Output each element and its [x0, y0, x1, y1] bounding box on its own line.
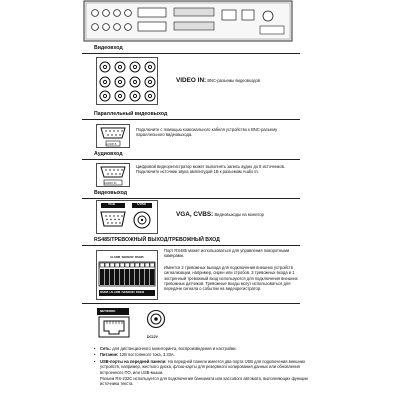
- video-in-text: BNC-разъемы видеовходов: [207, 78, 260, 83]
- video-out-description: [176, 212, 306, 217]
- parallel-port-label: LOOP-5: [106, 141, 117, 146]
- vga-label: VGA: [108, 202, 115, 206]
- divider: [82, 198, 300, 199]
- video-out-text: Видеовыходы на монитор: [214, 212, 264, 217]
- audio-in-heading: Аудиовход: [94, 151, 123, 157]
- video-in-title: VIDEO IN:: [176, 77, 207, 84]
- vga-cvbs-ports: [96, 200, 158, 234]
- divider: [82, 159, 300, 160]
- divider: [82, 53, 300, 54]
- dc-power-jack: [146, 309, 166, 335]
- video-in-description: [176, 78, 306, 83]
- video-out-heading: Видеовыход: [94, 190, 128, 196]
- parallel-out-heading: Параллельный видеовыход: [94, 111, 168, 117]
- cvbs-label: CVBS: [137, 202, 146, 206]
- list-item: Разъем RS-232C используется для подключения банкомата или кассового автомата, выполняющих функции источника текста.: [100, 376, 308, 387]
- rs485-heading: RS485/ТРЕВОЖНЫЙ ВЫХОД/ТРЕВОЖНЫЙ ВХОД: [94, 237, 220, 243]
- audio-port-label: AUDIO IN: [104, 180, 117, 185]
- rs485-text-1: Порт RS485 может использоваться для управления поворотными камерами.: [164, 248, 290, 259]
- ports-description-list: [94, 346, 308, 388]
- divider: [82, 119, 300, 120]
- rs485-text-2: Имеется 2 тревожных выхода для подключения внешних устройств сигнализации, например, сирен или стробов. 3 тревожных входа и 1 экстренный тревожный вход используются для подключения внешних тревожных датчиков. Тревожные входы могут использоваться для передачи сигнала о событии на видеорегистратор.: [164, 265, 298, 292]
- list-item: • Сеть: для дистанционного мониторинга, воспроизведения и настройки.: [94, 346, 308, 351]
- bnc-video-in-array: [96, 57, 158, 105]
- list-item: • USB-порты на передней панели: На передней панели имеется два порта USB для подключения внешних устройств, например, жесткого диска, флэш-карты для резервного копирования данных или обновления встроенного ПО, или USB-мыши.: [94, 359, 308, 375]
- divider: [82, 245, 300, 246]
- power-label: DC12V: [147, 335, 158, 339]
- list-item: • Питание: 12В постоянного тока, 3.33А.: [94, 352, 308, 357]
- parallel-out-text: Подключите с помощью коаксиального кабеля устройство к BNC-разъему параллельного видеовыхода.: [136, 127, 278, 138]
- video-in-heading: Видеовход: [94, 45, 123, 51]
- video-out-title: VGA, CVBS:: [176, 211, 214, 218]
- terminal-top-label: ALARM SENSOR RS485: [110, 254, 144, 259]
- terminal-bottom-label: RS485 / ALARM / SENSOR / RS232: [100, 291, 145, 294]
- divider: [82, 303, 300, 304]
- device-back-panel: [82, 0, 302, 46]
- network-label: NETWORK: [100, 308, 116, 313]
- audio-in-text: Цифровой видеорегистратор может выполнять запись аудио до 8 источников. Подключите источник звука амплитудой 1В к разъемам Audio In.: [136, 164, 286, 175]
